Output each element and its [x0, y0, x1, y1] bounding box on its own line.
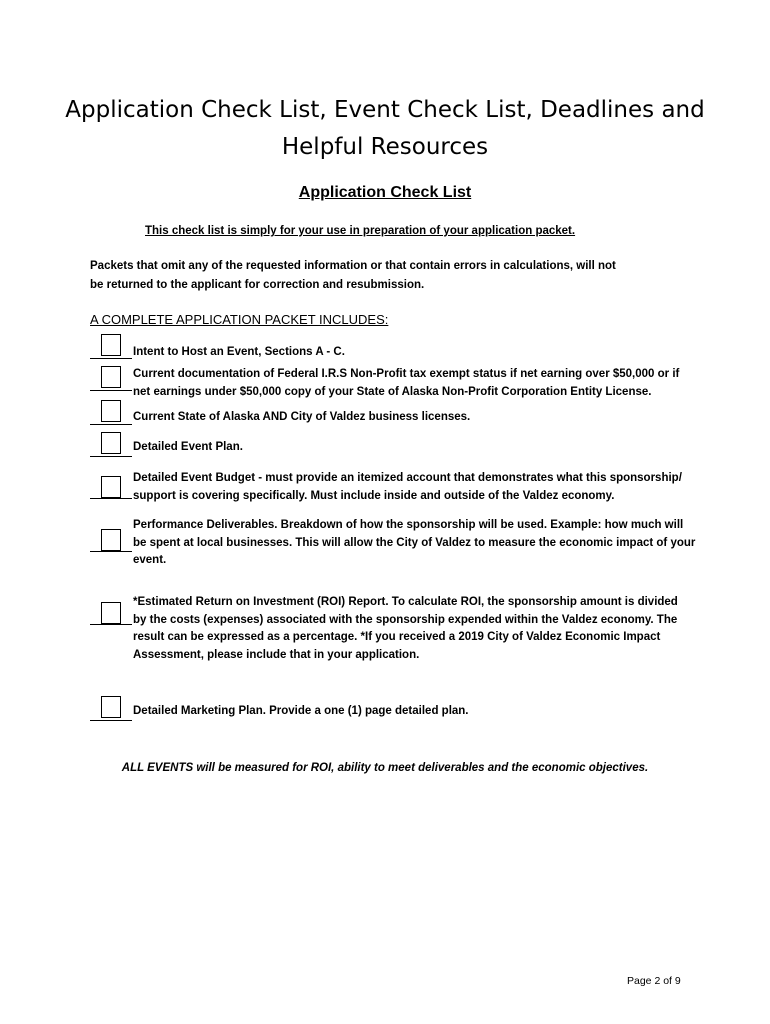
item-text: Current State of Alaska AND City of Valdez business licenses.: [133, 411, 471, 423]
item-text: Detailed Marketing Plan. Provide a one (1) page detailed plan.: [133, 705, 469, 717]
checklist-item-event-budget: [90, 470, 740, 502]
page-title: [60, 92, 710, 166]
checklist-item-business-licenses: [90, 400, 740, 423]
signature-line: [90, 456, 132, 457]
item-text: Intent to Host an Event, Sections A - C.: [133, 346, 345, 358]
packet-heading: A COMPLETE APPLICATION PACKET INCLUDES:: [90, 312, 389, 327]
checkbox[interactable]: [101, 529, 121, 551]
checklist-item-marketing-plan: [90, 694, 740, 717]
title-line-1: Application Check List, Event Check List, Deadlines and: [65, 97, 705, 123]
intro-line-1: Packets that omit any of the requested information or that contain errors in calculations, will not: [90, 260, 616, 272]
checkbox[interactable]: [101, 476, 121, 498]
checklist-item-event-plan: [90, 432, 740, 452]
checkbox[interactable]: [101, 400, 121, 422]
item-text: Current documentation of Federal I.R.S Non-Profit tax exempt status if net earning over $50,000 or if net earnings under $50,000 copy of your State of Alaska Non-Profit Corporation Entity License.: [133, 368, 680, 398]
checkbox[interactable]: [101, 334, 121, 356]
signature-line: [90, 390, 132, 391]
signature-line: [90, 551, 132, 552]
checkbox[interactable]: [101, 366, 121, 388]
signature-line: [90, 624, 132, 625]
intro-line-2: be returned to the applicant for correction and resubmission.: [90, 279, 425, 291]
signature-line: [90, 498, 132, 499]
usage-note: This check list is simply for your use in preparation of your application packet.: [145, 225, 576, 237]
checklist-item-deliverables: [90, 517, 740, 566]
checkbox[interactable]: [101, 696, 121, 718]
checklist-item-roi-report: [90, 594, 740, 661]
item-text: Detailed Event Budget - must provide an itemized account that demonstrates what this sponsorship/ support is covering specifically. Must include inside and outside of the Valdez economy.: [133, 472, 682, 502]
item-text: Detailed Event Plan.: [133, 441, 243, 453]
intro-paragraph: [90, 257, 690, 295]
item-text: Performance Deliverables. Breakdown of how the sponsorship will be used. Example: how much will be spent at local businesses. This will allow the City of Valdez to measure the economic impact of your event.: [133, 519, 696, 566]
checklist-item-intent: [90, 334, 740, 358]
section-heading: Application Check List: [298, 184, 472, 201]
signature-line: [90, 358, 132, 359]
checklist-item-irs-status: [90, 366, 740, 398]
checkbox[interactable]: [101, 432, 121, 454]
checkbox[interactable]: [101, 602, 121, 624]
item-text: *Estimated Return on Investment (ROI) Report. To calculate ROI, the sponsorship amount is divided by the costs (expenses) associated with the sponsorship expended within the Valdez economy. The result can be expressed as a percentage. *If you received a 2019 City of Valdez Economic Impact Assessment, please include that in your application.: [133, 596, 678, 661]
signature-line: [90, 424, 132, 425]
closing-statement: ALL EVENTS will be measured for ROI, ability to meet deliverables and the economic objectives.: [121, 762, 649, 774]
page-number: Page 2 of 9: [627, 975, 681, 987]
title-line-2: Helpful Resources: [281, 134, 489, 160]
signature-line: [90, 720, 132, 721]
